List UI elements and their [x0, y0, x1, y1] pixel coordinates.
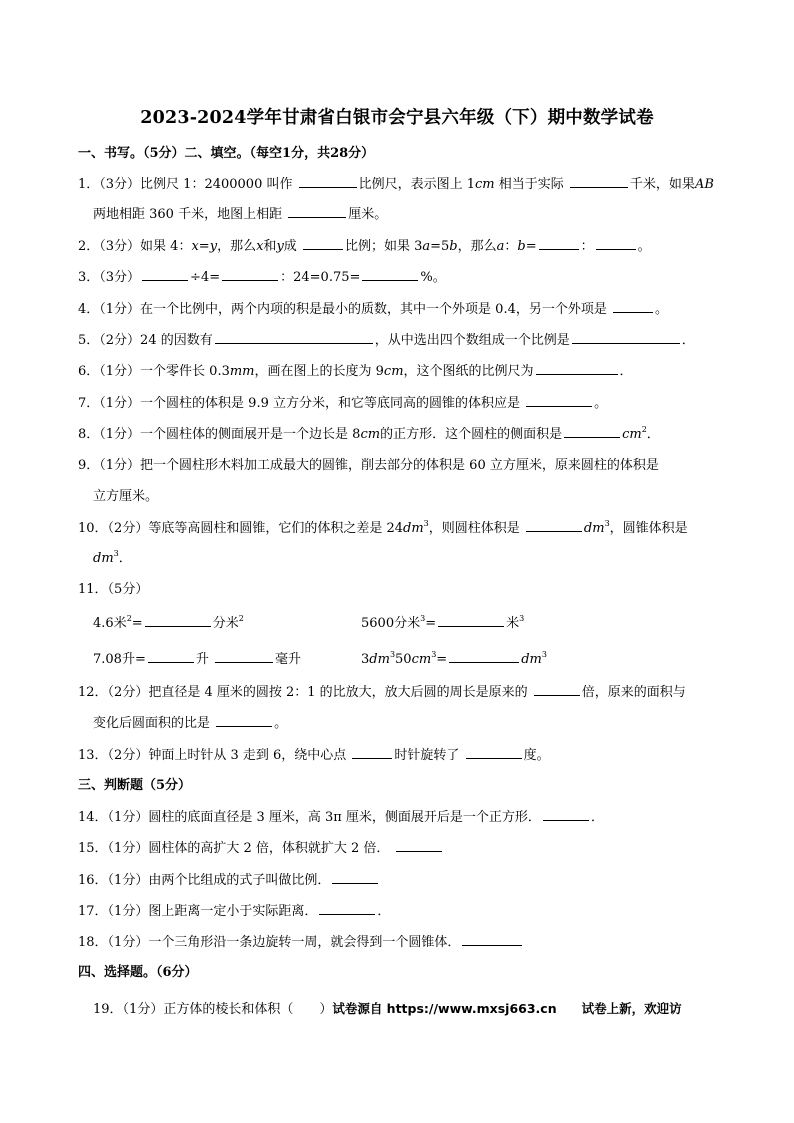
- q2-var: b: [517, 239, 526, 254]
- q13-text-c: 度。: [523, 748, 550, 763]
- q2-var: a: [422, 239, 431, 254]
- q5-blank-1[interactable]: [215, 331, 373, 344]
- q3-text-b: ÷4=: [190, 270, 221, 285]
- q2-text-c: =: [198, 239, 210, 254]
- q8-sup: 2: [641, 425, 647, 434]
- q7-blank-1[interactable]: [526, 394, 592, 407]
- q2-text-t: 。: [637, 239, 651, 254]
- q10-unit-dm: dm: [93, 551, 114, 566]
- q11-sup: 3: [519, 614, 525, 623]
- q8-unit-cm: cm: [622, 427, 642, 442]
- q10-text-j: ．: [118, 551, 132, 566]
- q12-text-d: 。: [274, 716, 288, 731]
- q6-text-a: 6．（1分）一个零件长 0.3: [78, 364, 230, 379]
- q1-text-h: 厘米。: [348, 207, 388, 222]
- section-3-heading: 三、判断题（5分）: [78, 778, 192, 793]
- q2-text-j: 比例；如果 3: [344, 239, 423, 254]
- q10-unit-dm: dm: [403, 521, 424, 536]
- question-1-cont: [93, 205, 387, 224]
- q12-text-c: 变化后圆面积的比是: [93, 716, 211, 731]
- q6-unit-cm: cm: [383, 364, 404, 379]
- q11-blank-5[interactable]: [449, 650, 519, 663]
- q11-text: =: [425, 616, 437, 631]
- q11-text-a: 11．（5分）: [78, 582, 149, 597]
- q1-text-a: 1．（3分）比例尺 1：2400000 叫作: [78, 177, 293, 192]
- q2-blank-2[interactable]: [539, 237, 579, 250]
- question-19: [93, 1000, 682, 1019]
- q8-blank-1[interactable]: [564, 425, 620, 438]
- question-2: [78, 237, 651, 256]
- q11-unit-cm: cm: [411, 652, 432, 667]
- q18-blank-1[interactable]: [462, 933, 522, 946]
- q17-text-a: 17．（1分）图上距离一定小于实际距离．: [78, 904, 318, 919]
- q11-sup: 3: [541, 650, 547, 659]
- question-9-cont: [93, 488, 158, 506]
- q12-text-b: 倍，原来的面积与: [581, 685, 686, 700]
- q6-text-e: ，这个图纸的比例尺为: [403, 364, 534, 379]
- q2-var: b: [449, 239, 458, 254]
- question-12-cont: [93, 714, 287, 733]
- question-8: [78, 425, 660, 444]
- q1-text-b: 比例尺，表示图上 1: [358, 177, 476, 192]
- question-10-cont: [93, 550, 132, 568]
- q2-text-i: 成: [283, 239, 297, 254]
- q11-text: 50: [395, 652, 412, 667]
- q6-blank-1[interactable]: [536, 362, 618, 375]
- q6-text-f: ．: [619, 364, 633, 379]
- q1-text-g: 两地相距 360 千米，地图上相距: [93, 207, 283, 222]
- question-11-row-1-right: [361, 614, 524, 633]
- q18-text-a: 18．（1分）一个三角形沿一条边旋转一周，就会得到一个圆锥体．: [78, 935, 461, 950]
- question-11-row-2-left: [93, 650, 301, 669]
- q1-blank-2[interactable]: [570, 175, 628, 188]
- q11-blank-2[interactable]: [438, 614, 504, 627]
- q4-text-b: 。: [655, 302, 669, 317]
- question-16: [78, 871, 380, 890]
- q1-blank-3[interactable]: [288, 205, 346, 218]
- q8-unit-cm: cm: [360, 427, 381, 442]
- q2-text-p: ：: [504, 239, 518, 254]
- section-4-heading: 四、选择题。（6分）: [78, 965, 198, 980]
- question-5: [78, 331, 695, 350]
- q2-var: x: [191, 239, 199, 254]
- q14-text-b: ．: [590, 810, 604, 825]
- q11-text: 3: [361, 652, 370, 667]
- q14-text-a: 14．（1分）圆柱的底面直径是 3 厘米，高 3π 厘米，侧面展开后是一个正方形．: [78, 810, 541, 825]
- q11-blank-3[interactable]: [148, 650, 194, 663]
- q10-text-d: ，则圆柱体积是: [428, 521, 520, 536]
- q12-blank-2[interactable]: [216, 714, 272, 727]
- q2-var: x: [256, 239, 264, 254]
- q2-text-l: =5: [430, 239, 450, 254]
- q1-var-ab: AB: [694, 177, 714, 192]
- section-1-heading: 一、书写。（5分）二、填空。（每空1分，共28分）: [78, 146, 375, 161]
- q9-text-a: 9．（1分）把一个圆柱形木料加工成最大的圆锥，削去部分的体积是 60 立方厘米，原来圆柱的体积是: [78, 458, 659, 473]
- q17-blank-1[interactable]: [319, 902, 375, 915]
- question-10: [78, 519, 688, 538]
- q16-blank-1[interactable]: [332, 871, 378, 884]
- q2-text-g: 和: [263, 239, 277, 254]
- q12-blank-1[interactable]: [534, 683, 580, 696]
- q11-sup: 2: [238, 614, 244, 623]
- q7-text-a: 7．（1分）一个圆柱的体积是 9.9 立方分米，和它等底同高的圆锥的体积应是: [78, 396, 520, 411]
- q6-unit-mm: mm: [229, 364, 255, 379]
- q2-text-a: 2．（3分）如果 4：: [78, 239, 192, 254]
- question-15: [78, 839, 444, 858]
- q7-text-b: 。: [594, 396, 608, 411]
- question-17: [78, 902, 390, 921]
- question-4: [78, 300, 668, 319]
- question-3: [78, 268, 446, 287]
- q11-sup: 3: [431, 650, 437, 659]
- q2-text-r: =: [525, 239, 537, 254]
- q10-text-a: 10．（2分）等底等高圆柱和圆锥，它们的体积之差是 24: [78, 521, 403, 536]
- q15-text-a: 15．（1分）圆柱体的高扩大 2 倍，体积就扩大 2 倍．: [78, 841, 390, 856]
- q2-text-n: ，那么: [457, 239, 497, 254]
- q10-sup: 3: [604, 519, 610, 528]
- q2-var: a: [496, 239, 505, 254]
- question-6: [78, 362, 633, 381]
- q1-text-d: 相当于实际: [494, 177, 564, 192]
- q11-text: =: [436, 652, 448, 667]
- source-watermark: 试卷源自 https://www.mxsj663.cn 试卷上新，欢迎访: [332, 1001, 682, 1016]
- question-11-row-1-left: [93, 614, 244, 633]
- q11-text: 4.6米: [93, 616, 127, 631]
- q11-text: 分米: [212, 616, 239, 631]
- q5-text-b: ，从中选出四个数组成一个比例是: [374, 333, 570, 348]
- q11-text: 米: [506, 616, 520, 631]
- q6-text-c: ，画在图上的长度为 9: [254, 364, 384, 379]
- q3-blank-1[interactable]: [142, 268, 188, 281]
- q13-text-a: 13．（2分）钟面上时针从 3 走到 6，绕中心点: [78, 748, 347, 763]
- q3-text-c: ：24=0.75=: [280, 270, 361, 285]
- q8-text-a: 8．（1分）一个圆柱体的侧面展开是一个边长是 8: [78, 427, 361, 442]
- q4-blank-1[interactable]: [613, 300, 653, 313]
- q11-sup: 2: [126, 614, 132, 623]
- question-12: [78, 683, 686, 702]
- q11-blank-1[interactable]: [145, 614, 211, 627]
- question-13: [78, 746, 550, 765]
- q3-blank-3[interactable]: [362, 268, 418, 281]
- q2-text-s: ：: [580, 239, 594, 254]
- q11-sup: 3: [389, 650, 396, 659]
- q2-var: y: [209, 239, 218, 254]
- q11-sup: 3: [420, 614, 426, 623]
- q2-var: y: [276, 239, 284, 254]
- question-14: [78, 808, 604, 827]
- question-11: [78, 581, 148, 599]
- q15-blank-1[interactable]: [396, 839, 442, 852]
- question-11-row-2-right: [361, 650, 547, 669]
- page-title: 2023-2024学年甘肃省白银市会宁县六年级（下）期中数学试卷: [140, 108, 654, 128]
- q13-text-b: 时针旋转了: [394, 748, 460, 763]
- q3-text-a: 3．（3分）: [78, 270, 141, 285]
- q5-blank-2[interactable]: [572, 331, 680, 344]
- q1-unit-cm: cm: [475, 177, 495, 192]
- q11-blank-4[interactable]: [215, 650, 273, 663]
- q1-blank-1[interactable]: [299, 175, 357, 188]
- q17-text-b: ．: [377, 904, 391, 919]
- q10-blank-1[interactable]: [526, 519, 582, 532]
- q13-blank-1[interactable]: [352, 746, 392, 759]
- q11-text: 5600分米: [361, 616, 421, 631]
- q19-text-a: 19．（1分）正方体的棱长和体积（ ）: [93, 1002, 333, 1017]
- q11-unit-dm: dm: [369, 652, 390, 667]
- q11-text: 7.08升=: [93, 652, 146, 667]
- q2-blank-3[interactable]: [596, 237, 636, 250]
- q9-text-b: 立方厘米。: [93, 489, 159, 504]
- q11-unit-dm: dm: [521, 652, 542, 667]
- q10-sup: 3: [423, 519, 429, 528]
- q8-text-f: ．: [646, 427, 660, 442]
- q2-blank-1[interactable]: [303, 237, 343, 250]
- question-9: [78, 457, 659, 475]
- q5-text-a: 5．（2分）24 的因数有: [78, 333, 213, 348]
- q2-text-e: ，那么: [217, 239, 257, 254]
- q10-text-g: ，圆锥体积是: [609, 521, 688, 536]
- q14-blank-1[interactable]: [543, 808, 589, 821]
- q11-text: 升: [195, 652, 209, 667]
- q16-text-a: 16．（1分）由两个比组成的式子叫做比例．: [78, 873, 331, 888]
- q11-text: =: [131, 616, 143, 631]
- q10-unit-dm: dm: [583, 521, 605, 536]
- q4-text-a: 4．（1分）在一个比例中，两个内项的积是最小的质数，其中一个外项是 0.4，另一个外项是: [78, 302, 607, 317]
- q11-text: 毫升: [275, 652, 302, 667]
- q8-text-c: 的正方形．这个圆柱的侧面积是: [380, 427, 563, 442]
- q3-text-d: %。: [420, 270, 446, 285]
- q13-blank-2[interactable]: [466, 746, 522, 759]
- q12-text-a: 12．（2分）把直径是 4 厘米的圆按 2：1 的比放大，放大后圆的周长是原来的: [78, 685, 528, 700]
- question-18: [78, 933, 524, 952]
- question-1: [78, 175, 714, 194]
- q1-text-e: 千米，如果: [629, 177, 695, 192]
- q3-blank-2[interactable]: [222, 268, 278, 281]
- question-7: [78, 394, 607, 413]
- q10-sup: 3: [113, 549, 119, 558]
- q5-text-c: ．: [681, 333, 695, 348]
